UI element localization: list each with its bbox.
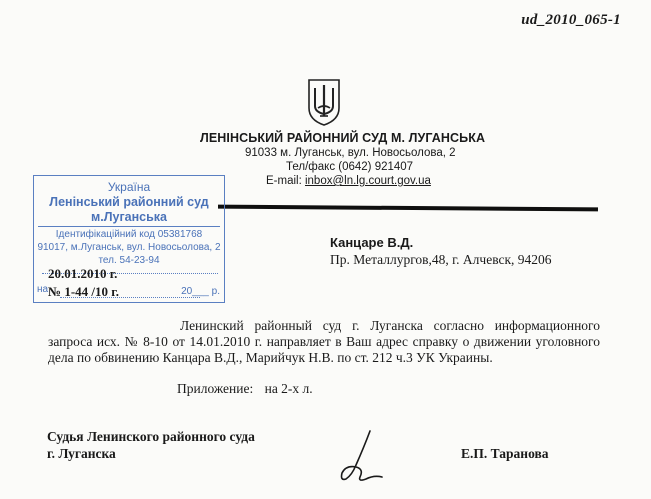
stamp-divider — [38, 226, 220, 227]
email-link[interactable]: inbox@ln.lg.court.gov.ua — [304, 175, 431, 187]
stamp-year-blank: 20___ р. — [181, 286, 220, 297]
handwritten-signature — [330, 427, 390, 487]
document-id: ud_2010_065-1 — [521, 12, 621, 28]
stamp-id-code: Ідентифікаційний код 05381768 — [55, 229, 203, 240]
recipient-name: Канцаре В.Д. — [330, 235, 414, 250]
signer-title-line2: г. Луганска — [47, 446, 116, 461]
attachment-value: на 2-х л. — [264, 381, 313, 396]
court-email-line — [266, 175, 431, 187]
email-label: E-mail: — [266, 175, 302, 187]
registration-date: 20.01.2010 г. — [48, 266, 118, 281]
registration-number: № 1-44 /10 г. — [48, 284, 119, 299]
court-name: ЛЕНІНСЬКИЙ РАЙОННИЙ СУД М. ЛУГАНСЬКА — [200, 131, 486, 145]
stamp-city: м.Луганська — [91, 210, 167, 224]
attachment-label: Приложение: — [177, 381, 254, 396]
court-telephone: Тел/факс (0642) 921407 — [286, 161, 414, 173]
stamp-court: Ленінський районний суд — [49, 195, 209, 209]
attachment-line — [177, 381, 313, 397]
court-address: 91033 м. Луганськ, вул. Новосьолова, 2 — [245, 147, 456, 159]
stamp-prefix: на — [37, 284, 49, 295]
letterhead-divider — [218, 205, 598, 212]
recipient-address: Пр. Металлургов,48, г. Алчевск, 94206 — [330, 252, 552, 267]
letter-body: Ленинский районный суд г. Луганска согласно информационного запроса исх. № 8-10 от 14.01.2010 г. направляет в Ваш адрес справку о движении уголовного дела по обвинению Канцара В.Д., Марийчук Н.В. по ст. 212 ч.3 УК Украины. — [48, 318, 600, 365]
stamp-address: 91017, м.Луганськ, вул. Новосьолова, 2 — [37, 242, 221, 253]
stamp-telephone: тел. 54-23-94 — [98, 255, 160, 266]
signer-name: Е.П. Таранова — [461, 446, 549, 461]
stamp-country: Україна — [107, 180, 151, 194]
signer-title-line1: Судья Ленинского районного суда — [47, 429, 255, 444]
trident-emblem-icon — [306, 78, 342, 126]
